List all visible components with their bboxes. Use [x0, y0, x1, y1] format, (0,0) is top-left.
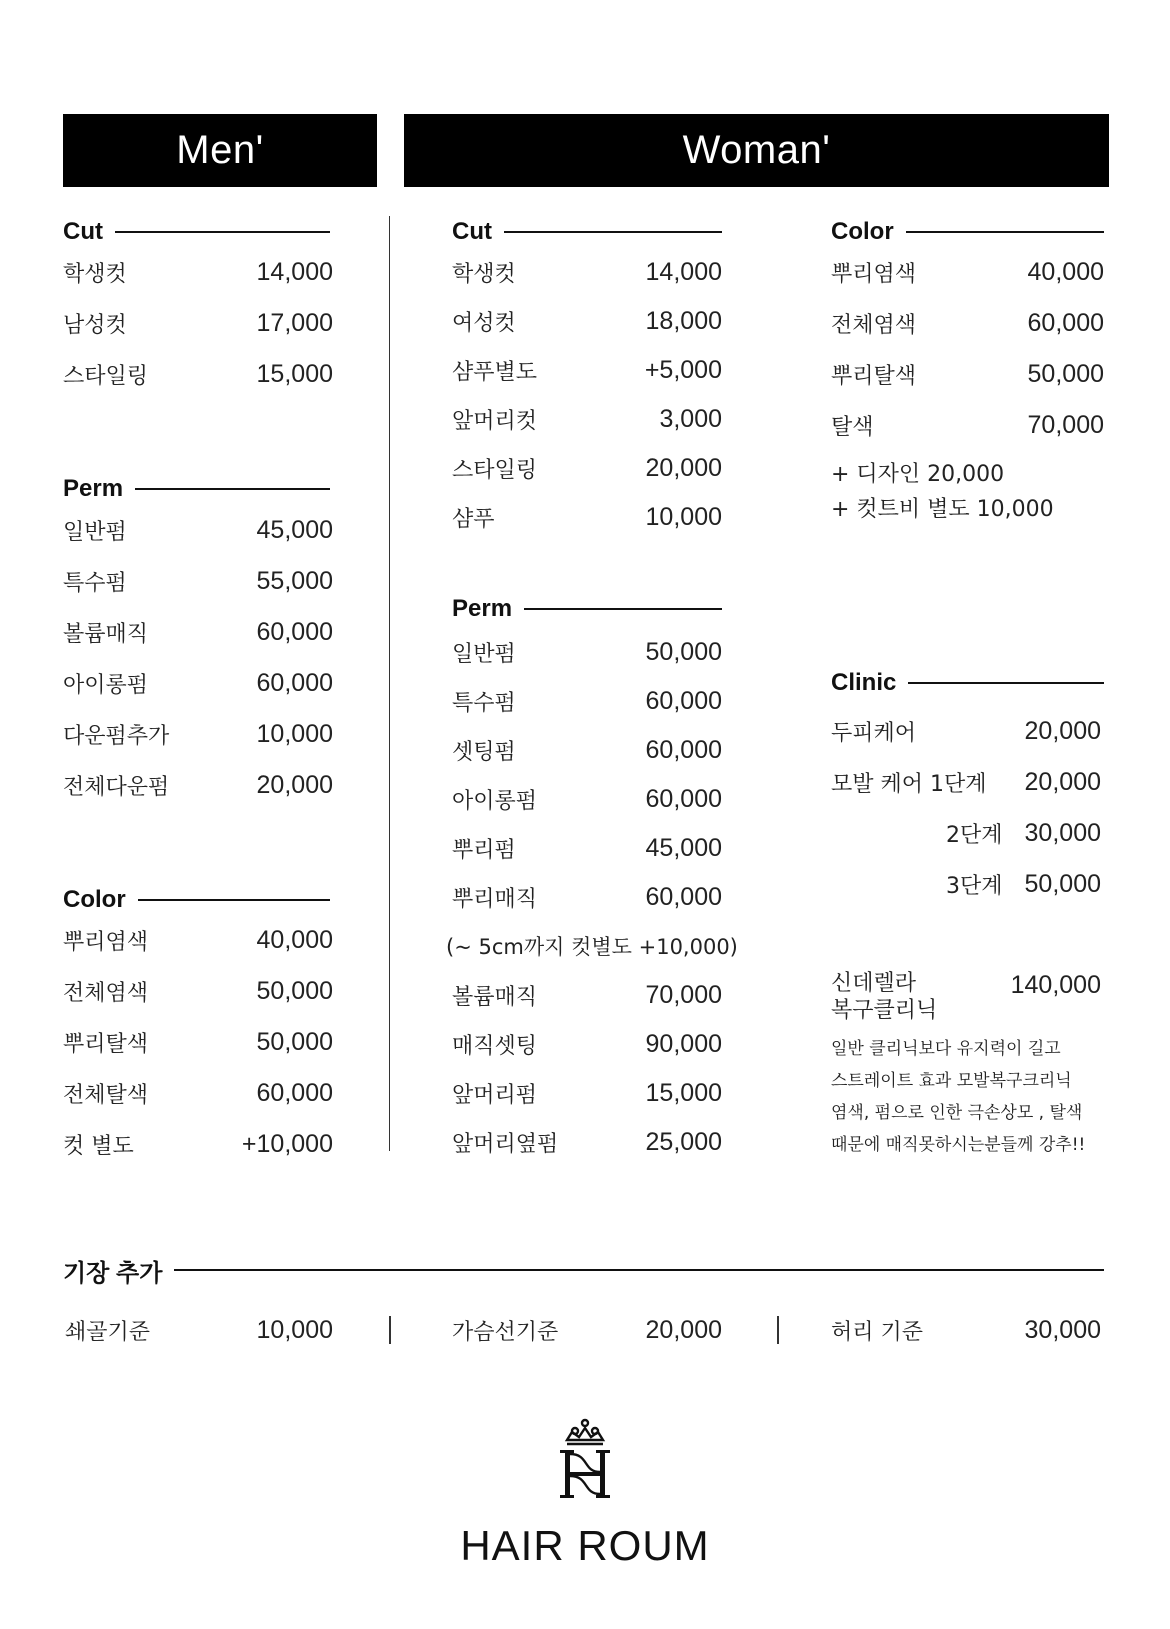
- menu-item: 뿌리매직 60,000: [452, 882, 722, 912]
- menu-item: 모발 케어 1단계 20,000: [831, 767, 1101, 797]
- menu-item: 남성컷 17,000: [63, 308, 333, 338]
- column-divider: [389, 216, 390, 1151]
- woman-color-heading: Color: [831, 217, 1104, 247]
- menu-item: 전체염색 60,000: [831, 308, 1104, 338]
- length-separator: [777, 1316, 779, 1344]
- woman-cut-heading: Cut: [452, 217, 722, 247]
- menu-item: 3단계 50,000: [946, 869, 1101, 899]
- menu-item: 전체탈색 60,000: [63, 1078, 333, 1108]
- length-item: 쇄골기준 10,000: [65, 1315, 333, 1345]
- men-cut-heading: Cut: [63, 217, 330, 247]
- length-heading: 기장 추가: [63, 1255, 1104, 1285]
- color-note: + 컷트비 별도 10,000: [831, 497, 1054, 522]
- menu-item: 아이롱펌 60,000: [452, 784, 722, 814]
- menu-item: 매직셋팅 90,000: [452, 1029, 722, 1059]
- menu-item: 다운펌추가 10,000: [63, 719, 333, 749]
- menu-item: 특수펌 55,000: [63, 566, 333, 596]
- menu-item: 탈색 70,000: [831, 410, 1104, 440]
- menu-item: 앞머리옆펌 25,000: [452, 1127, 722, 1157]
- menu-item: 전체염색 50,000: [63, 976, 333, 1006]
- menu-item: 스타일링 20,000: [452, 453, 722, 483]
- men-perm-heading: Perm: [63, 474, 330, 504]
- menu-item: 학생컷 14,000: [452, 257, 722, 287]
- menu-item: 뿌리염색 40,000: [63, 925, 333, 955]
- menu-item: 아이롱펌 60,000: [63, 668, 333, 698]
- length-item: 가슴선기준 20,000: [452, 1315, 722, 1345]
- color-note: + 디자인 20,000: [831, 462, 1005, 487]
- menu-item: 컷 별도 +10,000: [63, 1129, 333, 1159]
- menu-item: 2단계 30,000: [946, 818, 1101, 848]
- woman-header: [404, 114, 1109, 187]
- menu-item: 일반펌 50,000: [452, 637, 722, 667]
- menu-item: 스타일링 15,000: [63, 359, 333, 389]
- woman-perm-heading: Perm: [452, 594, 722, 624]
- menu-item: 샴푸별도 +5,000: [452, 355, 722, 385]
- men-color-heading: Color: [63, 885, 330, 915]
- menu-item: 뿌리탈색 50,000: [831, 359, 1104, 389]
- men-header-label: Men': [176, 128, 264, 172]
- special-clinic-price: 140,000: [1010, 970, 1101, 999]
- menu-item: 뿌리염색 40,000: [831, 257, 1104, 287]
- menu-item: 볼륨매직 60,000: [63, 617, 333, 647]
- menu-item: 앞머리컷 3,000: [452, 404, 722, 434]
- menu-item: 학생컷 14,000: [63, 257, 333, 287]
- woman-header-label: Woman': [682, 128, 831, 172]
- menu-item: 볼륨매직 70,000: [452, 980, 722, 1010]
- menu-item: 일반펌 45,000: [63, 515, 333, 545]
- crown-h-logo-icon: [555, 1418, 615, 1502]
- length-item: 허리 기준 30,000: [831, 1315, 1101, 1345]
- length-separator: [389, 1316, 391, 1344]
- menu-item: 전체다운펌 20,000: [63, 770, 333, 800]
- menu-item: 뿌리탈색 50,000: [63, 1027, 333, 1057]
- menu-item: 두피케어 20,000: [831, 716, 1101, 746]
- menu-item: 앞머리펌 15,000: [452, 1078, 722, 1108]
- menu-item: 셋팅펌 60,000: [452, 735, 722, 765]
- woman-clinic-heading: Clinic: [831, 668, 1104, 698]
- clinic-description: 일반 클리닉보다 유지력이 길고 스트레이트 효과 모발복구크리닉 염색, 펌으로 인한 극손상모 , 탈색 때문에 매직못하시는분들께 강추!!: [831, 1039, 1086, 1155]
- menu-item: 여성컷 18,000: [452, 306, 722, 336]
- menu-item: 특수펌 60,000: [452, 686, 722, 716]
- perm-note: (~ 5cm까지 컷별도 +10,000): [446, 935, 738, 959]
- menu-item: 뿌리펌 45,000: [452, 833, 722, 863]
- special-clinic-name: 신데렐라 복구클리닉: [831, 971, 938, 1023]
- men-header: [63, 114, 377, 187]
- menu-item: 샴푸 10,000: [452, 502, 722, 532]
- brand-name: HAIR ROUM: [460, 1522, 710, 1569]
